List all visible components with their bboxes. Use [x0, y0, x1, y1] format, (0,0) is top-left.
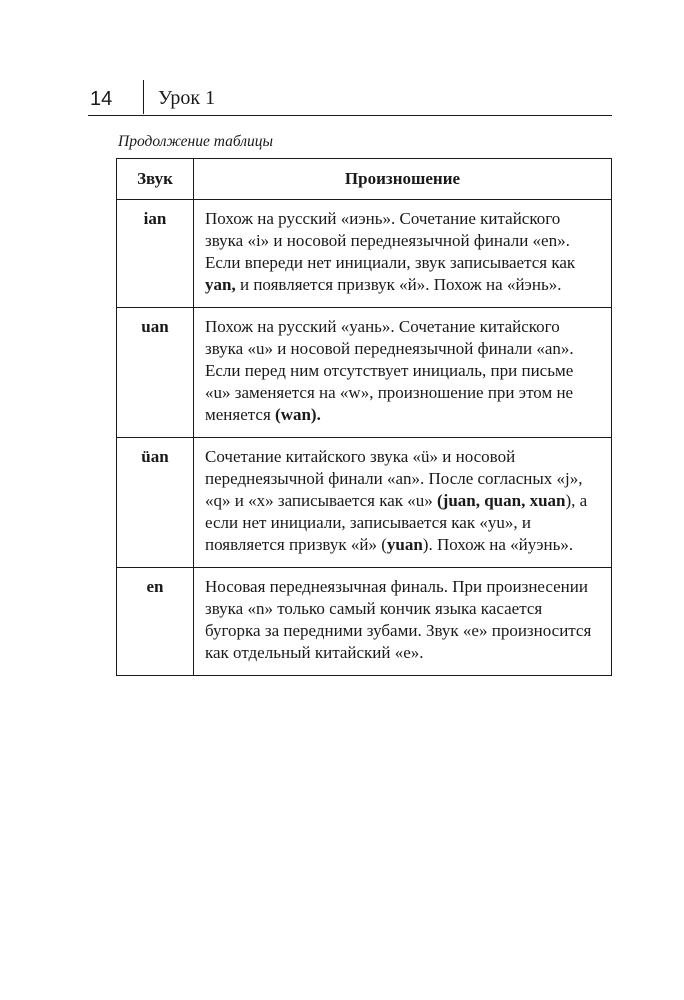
- bold-text-run: (wan).: [275, 405, 321, 424]
- sound-cell: üan: [117, 438, 194, 568]
- bold-text-run: (juan, quan, xuan: [437, 491, 566, 510]
- text-run: ), а если нет инициали, записывается как «yu», и появляется призвук «й» (: [205, 491, 588, 554]
- bold-text-run: yan,: [205, 275, 236, 294]
- text-run: Сочетание китайского звука «ü» и носовой переднеязычной финали «an». После согласных «j», «q» и «x» записывается как «u»: [205, 447, 583, 510]
- running-head: [88, 80, 612, 116]
- column-header-pronunciation: Произношение: [194, 159, 612, 200]
- pronunciation-cell: [194, 568, 612, 676]
- table-header-row: [117, 159, 612, 200]
- header-rule: [88, 115, 612, 116]
- chapter-title: Урок 1: [158, 87, 216, 109]
- text-run: и появляется призвук «й». Похож на «йэнь».: [235, 275, 562, 294]
- pronunciation-cell: [194, 308, 612, 438]
- pronunciation-table: [116, 158, 612, 676]
- text-run: Похож на русский «иэнь». Сочетание китайского звука «i» и носовой переднеязычной финали «en». Если впереди нет инициали, звук записывается как: [205, 209, 576, 272]
- sound-cell: ian: [117, 200, 194, 308]
- column-header-sound: Звук: [117, 159, 194, 200]
- table-row: [117, 200, 612, 308]
- table-row: [117, 438, 612, 568]
- sound-cell: en: [117, 568, 194, 676]
- bold-text-run: yuan: [386, 535, 423, 554]
- page-number: 14: [90, 88, 113, 110]
- text-run: ). Похож на «йуэнь».: [422, 535, 574, 554]
- table-row: [117, 568, 612, 676]
- table-caption: Продолжение таблицы: [118, 133, 274, 150]
- text-run: Похож на русский «уань». Сочетание китайского звука «u» и носовой переднеязычной финали «an». Если перед ним отсутствует инициаль, при письме «u» заменяется на «w», произношение при этом не меняется: [205, 317, 574, 424]
- table-row: [117, 308, 612, 438]
- text-run: Носовая переднеязычная финаль. При произнесении звука «n» только самый кончик языка касается бугорка за передними зубами. Звук «e» произносится как отдельный китайский «e».: [205, 577, 592, 662]
- pronunciation-cell: [194, 200, 612, 308]
- header-divider: [143, 80, 144, 114]
- pronunciation-cell: [194, 438, 612, 568]
- sound-cell: uan: [117, 308, 194, 438]
